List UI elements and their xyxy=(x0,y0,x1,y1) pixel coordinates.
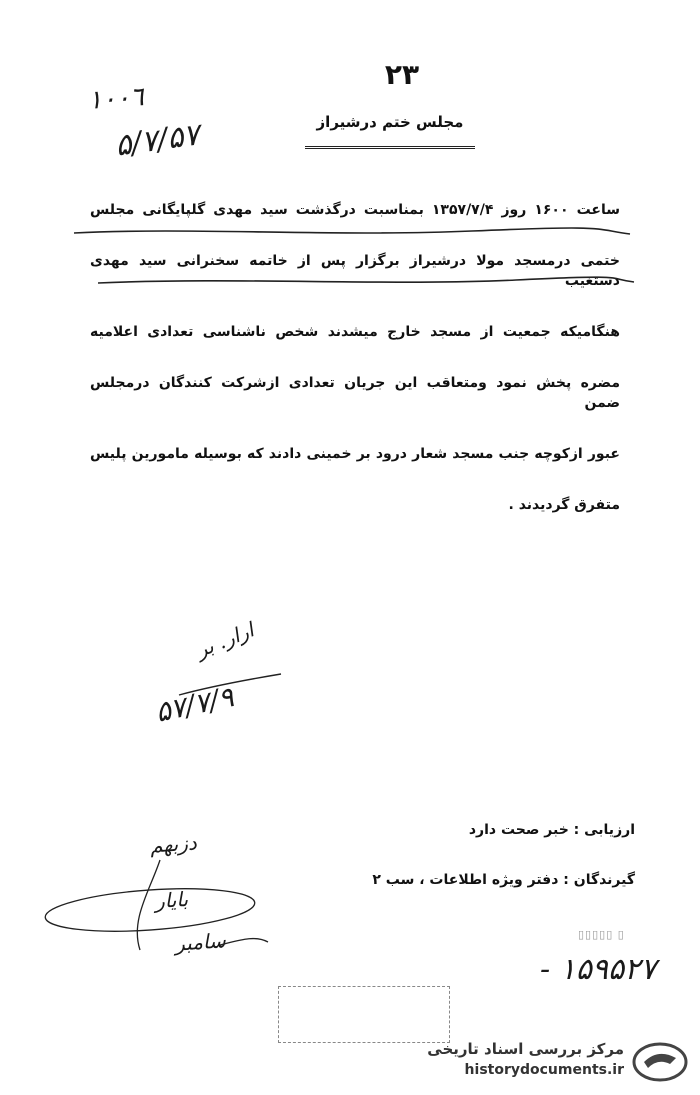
body-line: عبور ازکوچه جنب مسجد شعار درود بر خمینی دادند که بوسیله مامورین پلیس xyxy=(90,446,620,462)
hand-underline xyxy=(96,274,636,288)
watermark-org-name: مرکز بررسی اسناد تاریخی xyxy=(427,1040,624,1058)
body-line: هنگامیکه جمعیت از مسجد خارج میشدند شخص ناشناسی تعدادی اعلامیه xyxy=(90,324,620,340)
body-line: متفرق گردیدند . xyxy=(508,497,620,513)
report-body xyxy=(90,200,620,546)
body-line: مضره پخش نمود ومتعاقب این جریان تعدادی ازشرکت کنندگان درمجلس ضمن xyxy=(90,375,620,411)
archive-logo-icon xyxy=(630,1042,688,1082)
handwritten-date: ۵/۷/۵۷ xyxy=(112,117,202,164)
watermark xyxy=(408,1040,624,1078)
body-line: ختمی درمسجد مولا درشیراز برگزار پس از خاتمه سخنرانی سید مهدی دستغیب xyxy=(90,253,620,289)
title-underline xyxy=(305,146,475,149)
evaluation-line: ارزیابی : خبر صحت دارد xyxy=(468,822,635,838)
handwritten-archive-note: ارار. بر xyxy=(192,617,258,663)
handwritten-signature: بایار xyxy=(154,886,189,914)
body-line: ساعت ۱۶۰۰ روز ۱۳۵۷/۷/۴ بمناسبت درگذشت سید مهدی گلپایگانی مجلس xyxy=(90,202,620,218)
page-number: ٢٣ xyxy=(384,58,420,91)
handwritten-signature: دزبهم xyxy=(149,830,198,858)
watermark-site: historydocuments.ir xyxy=(464,1062,624,1078)
document-title: مجلس ختم درشیراز xyxy=(316,113,464,131)
handwritten-signature: سامبر xyxy=(174,928,227,956)
stamp-box xyxy=(278,986,450,1043)
faint-stamp: ▯▯▯▯▯ ▯ xyxy=(578,928,625,941)
handwritten-margin-date: ۵۷/۷/۹ xyxy=(152,680,237,729)
handwritten-reference-number: ١٠٠٦ xyxy=(87,82,145,116)
recipients-line: گیرندگان : دفتر ویژه اطلاعات ، سب ۲ xyxy=(372,872,635,888)
hand-underline xyxy=(72,225,632,239)
handwritten-serial-code: - ۱۵۹۵۲۷ xyxy=(540,952,657,987)
signature-loop xyxy=(40,850,270,960)
